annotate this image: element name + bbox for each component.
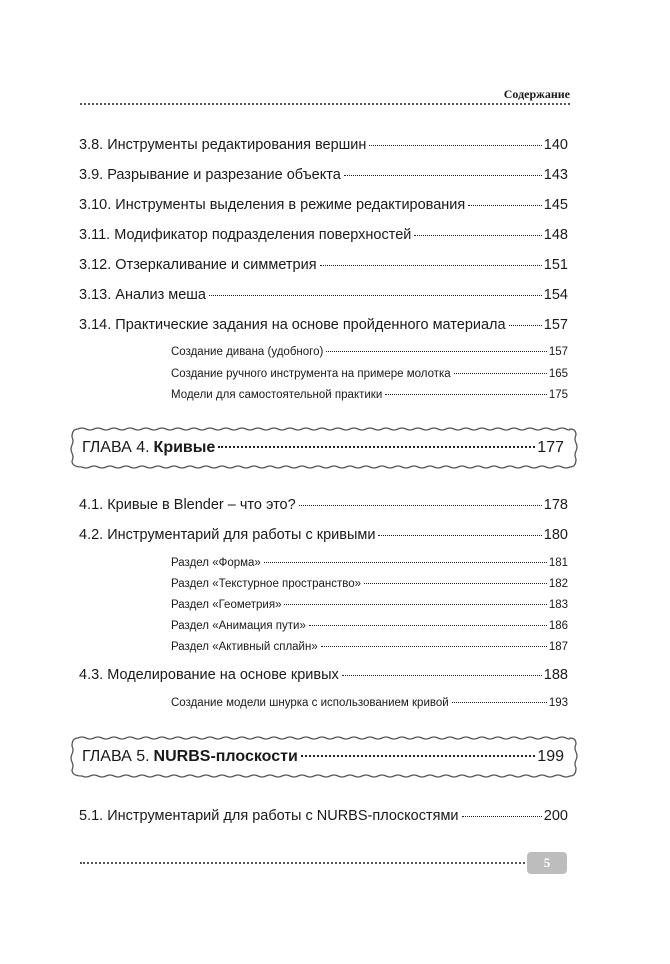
entry-number: 4.3.	[79, 667, 104, 683]
entry-title: Кривые в Blender – что это?	[107, 497, 296, 513]
entry-title: Раздел «Активный сплайн»	[171, 641, 318, 653]
entry-title: Инструментарий для работы с NURBS-плоскостями	[107, 808, 459, 824]
entry-title: Отзеркаливание и симметрия	[115, 257, 317, 273]
entry-title: Модификатор подразделения поверхностей	[114, 227, 412, 243]
toc-subentry[interactable]	[171, 641, 568, 653]
entry-number: 3.14.	[79, 317, 112, 333]
leader-dots	[385, 394, 547, 395]
toc-subentry[interactable]	[171, 346, 568, 358]
toc-entry[interactable]	[79, 287, 568, 303]
chapter-heading[interactable]	[70, 736, 578, 778]
leader-dots	[284, 604, 546, 605]
toc-subentry[interactable]	[171, 620, 568, 632]
toc-entry[interactable]	[79, 137, 568, 153]
entry-title: Практические задания на основе пройденного материала	[115, 317, 506, 333]
leader-dots	[321, 646, 547, 647]
entry-title: Разрывание и разрезание объекта	[107, 167, 341, 183]
leader-dots	[369, 145, 541, 146]
entry-title: Раздел «Текстурное пространство»	[171, 578, 362, 590]
entry-page: 140	[543, 137, 568, 153]
header-divider	[80, 103, 570, 105]
entry-page: 157	[543, 317, 568, 333]
chapter-heading[interactable]	[70, 427, 578, 469]
entry-page: 178	[543, 497, 568, 513]
entry-title: Инструменты выделения в режиме редактирования	[115, 197, 466, 213]
chapter-label: ГЛАВА 5.	[82, 748, 150, 765]
entry-page: 182	[548, 578, 568, 590]
toc-entry[interactable]	[79, 257, 568, 273]
entry-title: Раздел «Геометрия»	[171, 599, 282, 611]
toc-entry[interactable]	[79, 667, 568, 683]
entry-title: Моделирование на основе кривых	[107, 667, 339, 683]
toc-entry[interactable]	[79, 808, 568, 824]
toc-entry[interactable]	[79, 527, 568, 543]
entry-page: 186	[548, 620, 568, 632]
leader-dots	[378, 535, 541, 536]
entry-page: 154	[543, 287, 568, 303]
entry-page: 180	[543, 527, 568, 543]
leader-dots	[454, 373, 547, 374]
leader-dots	[320, 265, 542, 266]
entry-title: Анализ меша	[115, 287, 206, 303]
toc-entry[interactable]	[79, 497, 568, 513]
leader-dots	[209, 295, 542, 296]
entry-page: 188	[543, 667, 568, 683]
toc-entry[interactable]	[79, 197, 568, 213]
entry-title: Инструменты редактирования вершин	[107, 137, 367, 153]
toc-subentry[interactable]	[171, 368, 568, 380]
entry-page: 157	[548, 346, 568, 358]
leader-dots	[309, 625, 547, 626]
leader-dots	[364, 583, 547, 584]
entry-page: 143	[543, 167, 568, 183]
toc-entry[interactable]	[79, 227, 568, 243]
toc-entry[interactable]	[79, 317, 568, 333]
leader-dots	[509, 325, 542, 326]
entry-title: Раздел «Анимация пути»	[171, 620, 306, 632]
entry-title: Создание дивана (удобного)	[171, 346, 324, 358]
leader-dots	[218, 446, 535, 448]
entry-title: Инструментарий для работы с кривыми	[107, 527, 376, 543]
entry-page: 151	[543, 257, 568, 273]
leader-dots	[264, 562, 547, 563]
entry-number: 3.11.	[79, 227, 111, 243]
toc-subentry[interactable]	[171, 697, 568, 709]
chapter-title: Кривые	[153, 439, 216, 456]
leader-dots	[452, 702, 547, 703]
leader-dots	[342, 675, 542, 676]
header-title: Содержание	[503, 87, 570, 101]
entry-number: 4.1.	[79, 497, 104, 513]
leader-dots	[414, 235, 541, 236]
entry-page: 148	[543, 227, 568, 243]
toc-subentry[interactable]	[171, 599, 568, 611]
entry-number: 3.10.	[79, 197, 112, 213]
entry-page: 181	[548, 557, 568, 569]
entry-number: 3.13.	[79, 287, 112, 303]
entry-number: 4.2.	[79, 527, 104, 543]
toc-entry[interactable]	[79, 167, 568, 183]
entry-page: 187	[548, 641, 568, 653]
page-number: 5	[527, 852, 567, 874]
entry-page: 200	[543, 808, 568, 824]
entry-number: 3.12.	[79, 257, 112, 273]
entry-number: 3.8.	[79, 137, 104, 153]
entry-page: 145	[543, 197, 568, 213]
footer-divider	[80, 862, 525, 864]
chapter-title: NURBS-плоскости	[153, 748, 298, 765]
entry-number: 5.1.	[79, 808, 104, 824]
entry-page: 165	[548, 368, 568, 380]
leader-dots	[299, 505, 542, 506]
entry-title: Создание ручного инструмента на примере молотка	[171, 368, 451, 380]
entry-title: Модели для самостоятельной практики	[171, 389, 383, 401]
entry-number: 3.9.	[79, 167, 104, 183]
toc-subentry[interactable]	[171, 389, 568, 401]
leader-dots	[326, 351, 546, 352]
leader-dots	[344, 175, 542, 176]
leader-dots	[468, 205, 542, 206]
entry-page: 193	[548, 697, 568, 709]
leader-dots	[301, 755, 536, 757]
entry-page: 175	[548, 389, 568, 401]
toc-subentry[interactable]	[171, 557, 568, 569]
chapter-page: 177	[537, 439, 564, 456]
leader-dots	[462, 816, 542, 817]
entry-title: Создание модели шнурка с использованием кривой	[171, 697, 449, 709]
entry-page: 183	[548, 599, 568, 611]
entry-title: Раздел «Форма»	[171, 557, 261, 569]
chapter-page: 199	[537, 748, 564, 765]
toc-subentry[interactable]	[171, 578, 568, 590]
chapter-label: ГЛАВА 4.	[82, 439, 150, 456]
